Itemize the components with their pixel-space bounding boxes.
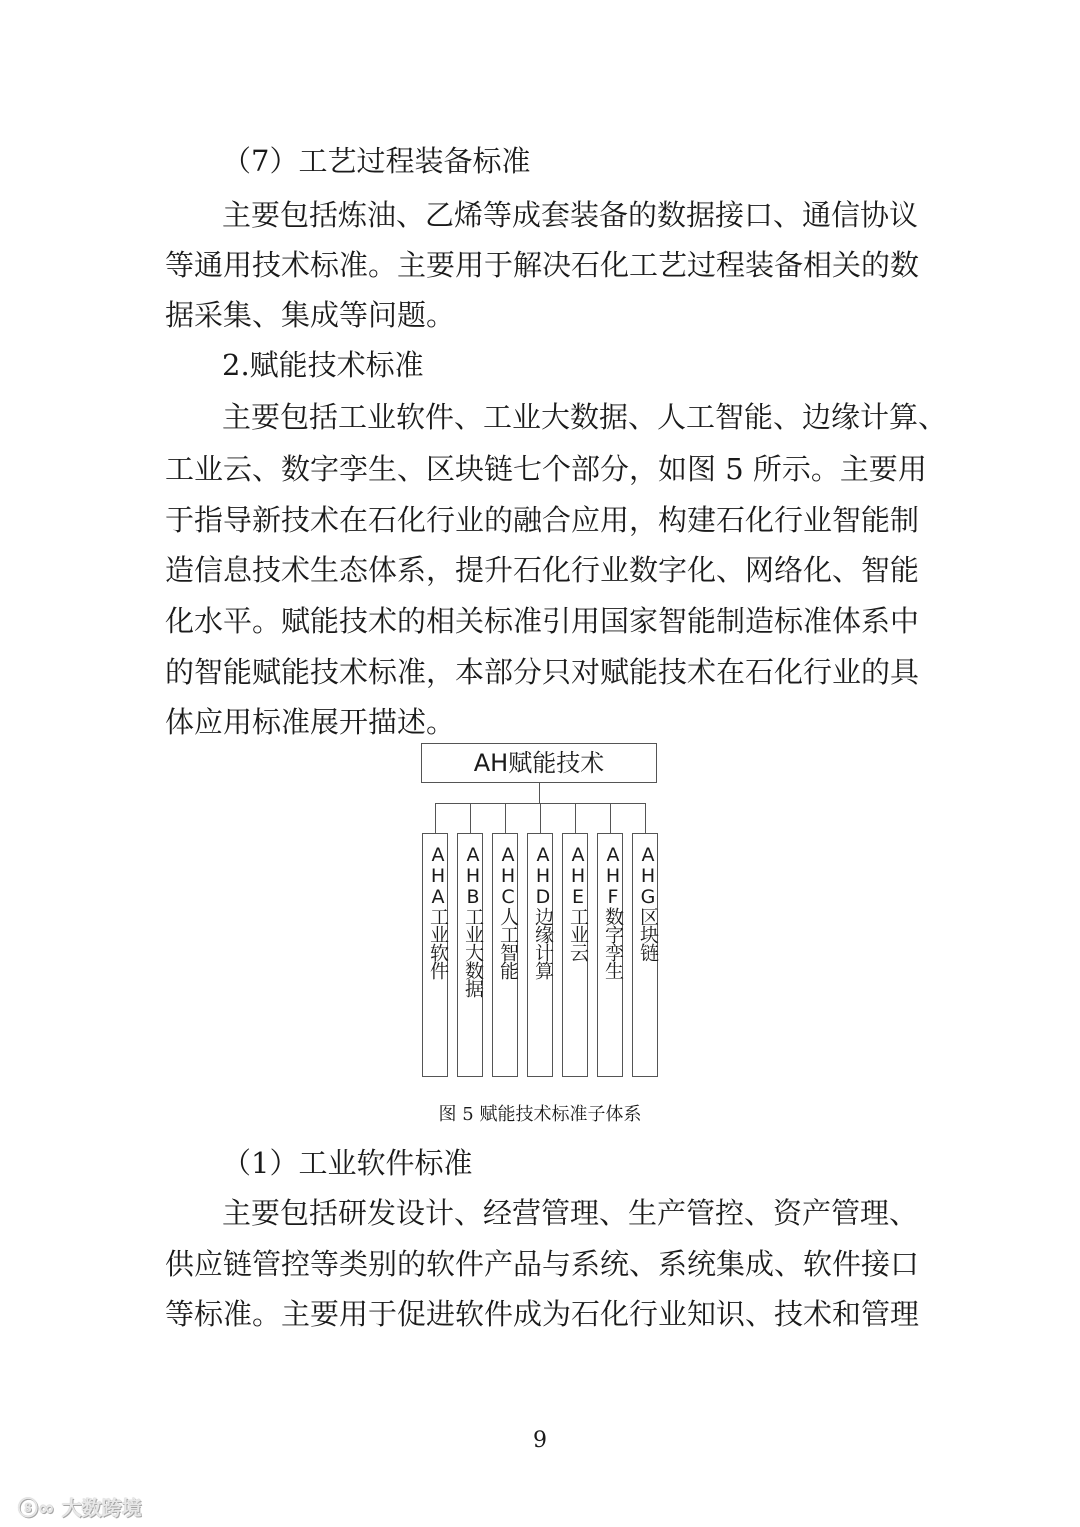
diagram-connector [435,803,436,833]
watermark-text: 大数跨境 [61,1496,142,1520]
figure-caption: 图 5 赋能技术标准子体系 [438,1104,642,1125]
diagram-child-label: AHE工业云 [567,844,589,961]
diagram-child-label: AHA工业软件 [427,844,449,979]
paragraph-line: 化水平。赋能技术的相关标准引用国家智能制造标准体系中 [165,604,920,638]
diagram-child-label: AHD边缘计算 [532,844,554,979]
diagram-child-label: AHC人工智能 [497,844,519,979]
diagram-connector [645,803,646,833]
paragraph-line: 供应链管控等类别的软件产品与系统、系统集成、软件接口 [165,1247,920,1281]
diagram-child-label: AHF数字孪生 [602,844,624,979]
diagram-connector [539,783,540,803]
diagram-child-box [457,833,483,1077]
diagram-child-label: AHB工业大数据 [462,844,484,997]
diagram-connector [575,803,576,833]
diagram-connector [540,803,541,833]
heading-1: （1）工业软件标准 [222,1146,473,1180]
diagram-child-box [422,833,448,1077]
paragraph-line: 等通用技术标准。主要用于解决石化工艺过程装备相关的数 [165,248,920,282]
diagram-child-box [492,833,518,1077]
diagram-child-box [527,833,553,1077]
paragraph-line: 工业云、数字孪生、区块链七个部分，如图 5 所示。主要用 [165,452,927,486]
paragraph-line: 主要包括工业软件、工业大数据、人工智能、边缘计算、 [222,400,948,434]
watermark [18,1492,142,1521]
heading-2: 2.赋能技术标准 [222,348,424,382]
diagram-root-box: AH赋能技术 [421,743,657,783]
paragraph-line: 等标准。主要用于促进软件成为石化行业知识、技术和管理 [165,1297,920,1331]
diagram-connector [505,803,506,833]
diagram-connector [470,803,471,833]
paragraph-line: 的智能赋能技术标准，本部分只对赋能技术在石化行业的具 [165,655,920,689]
paragraph-line: 据采集、集成等问题。 [165,298,456,332]
paragraph-line: 于指导新技术在石化行业的融合应用，构建石化行业智能制 [165,503,920,537]
paragraph-line: 体应用标准展开描述。 [165,705,456,739]
heading-7: （7）工艺过程装备标准 [222,144,531,178]
diagram-child-label: AHG区块链 [637,844,659,961]
diagram-child-box [562,833,588,1077]
paragraph-line: 主要包括炼油、乙烯等成套装备的数据接口、通信协议 [222,198,919,232]
watermark-logo-icon: ⓢ∞ [18,1496,62,1520]
diagram-child-box [632,833,658,1077]
paragraph-line: 造信息技术生态体系，提升石化行业数字化、网络化、智能 [165,553,920,587]
diagram-child-box [597,833,623,1077]
page-number: 9 [533,1428,547,1453]
diagram-connector [610,803,611,833]
paragraph-line: 主要包括研发设计、经营管理、生产管控、资产管理、 [222,1196,919,1230]
